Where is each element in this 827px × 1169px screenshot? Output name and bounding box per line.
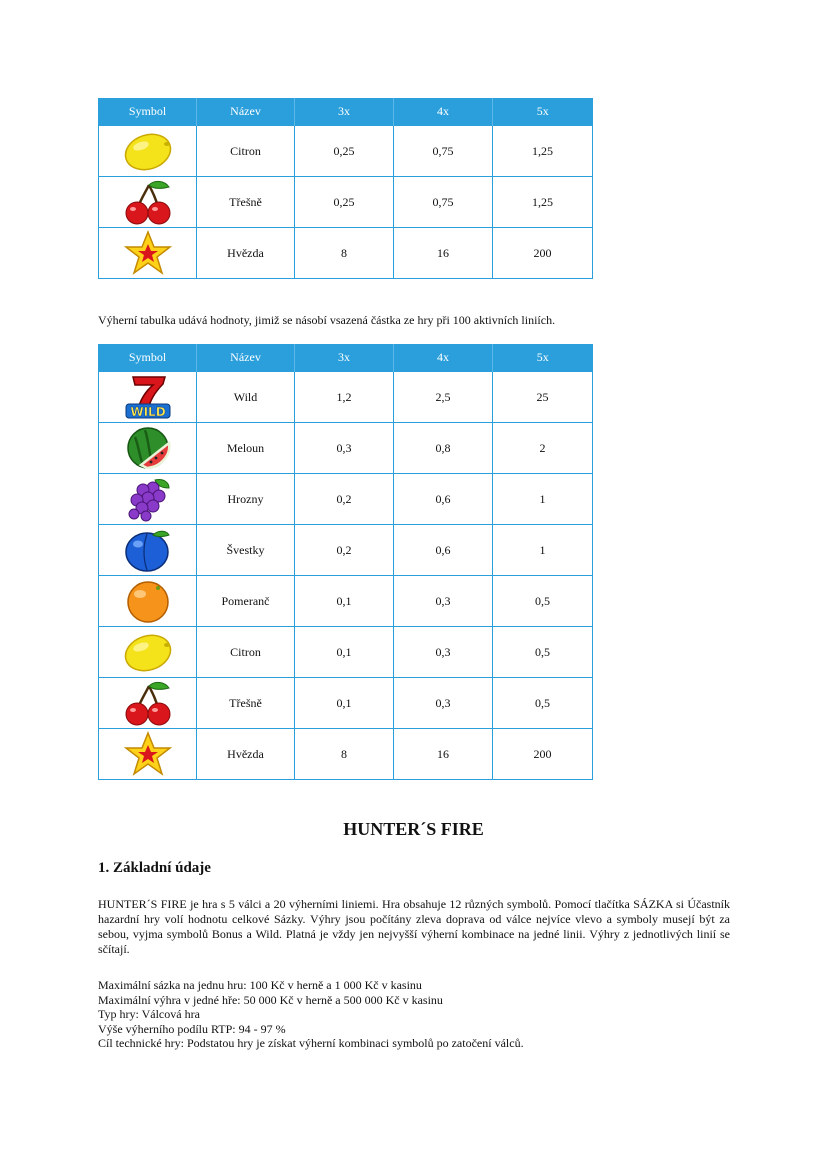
symbol-name: Třešně <box>197 678 295 729</box>
payout-4x: 0,3 <box>394 678 493 729</box>
fact-game-type: Typ hry: Válcová hra <box>98 1007 200 1021</box>
symbol-cell <box>99 126 197 177</box>
symbol-name: Hvězda <box>197 729 295 780</box>
symbol-cell <box>99 729 197 780</box>
table-row <box>99 678 593 729</box>
symbol-name: Pomeranč <box>197 576 295 627</box>
fact-max-win: Maximální výhra v jedné hře: 50 000 Kč v herně a 500 000 Kč v kasinu <box>98 992 443 1007</box>
symbol-cell <box>99 627 197 678</box>
symbol-name: Hvězda <box>197 228 295 279</box>
symbol-name: Meloun <box>197 423 295 474</box>
header-name: Název <box>197 344 295 372</box>
header-name: Název <box>197 98 295 126</box>
table-row <box>99 627 593 678</box>
star-icon <box>99 731 196 777</box>
paytable-main <box>98 344 593 780</box>
header-4x: 4x <box>394 98 493 126</box>
header-5x: 5x <box>493 344 593 372</box>
symbol-name: Citron <box>197 627 295 678</box>
fact-max-bet: Maximální sázka na jednu hru: 100 Kč v herně a 1 000 Kč v kasinu <box>98 978 422 992</box>
table-row <box>99 126 593 177</box>
table-row <box>99 474 593 525</box>
payout-4x: 0,6 <box>394 525 493 576</box>
symbol-name: Citron <box>197 126 295 177</box>
payout-4x: 0,8 <box>394 423 493 474</box>
table-row <box>99 177 593 228</box>
symbol-name: Třešně <box>197 177 295 228</box>
wild-seven-icon <box>99 374 196 420</box>
payout-3x: 8 <box>295 729 394 780</box>
payout-5x: 2 <box>493 423 593 474</box>
payout-3x: 0,25 <box>295 126 394 177</box>
payout-4x: 0,3 <box>394 576 493 627</box>
symbol-cell <box>99 576 197 627</box>
watermelon-icon <box>99 425 196 471</box>
payout-4x: 0,6 <box>394 474 493 525</box>
header-symbol: Symbol <box>99 344 197 372</box>
payout-4x: 2,5 <box>394 372 493 423</box>
symbol-name: Hrozny <box>197 474 295 525</box>
payout-3x: 0,1 <box>295 576 394 627</box>
fact-goal: Cíl technické hry: Podstatou hry je získat výherní kombinaci symbolů po zatočení válců. <box>98 1036 524 1050</box>
payout-5x: 0,5 <box>493 627 593 678</box>
payout-3x: 0,1 <box>295 678 394 729</box>
symbol-cell <box>99 678 197 729</box>
star-icon <box>99 230 196 276</box>
game-title: HUNTER´S FIRE <box>343 819 484 839</box>
lemon-icon <box>99 128 196 174</box>
payout-3x: 0,2 <box>295 525 394 576</box>
symbol-name: Wild <box>197 372 295 423</box>
symbol-cell <box>99 423 197 474</box>
table-row <box>99 372 593 423</box>
table-row <box>99 423 593 474</box>
header-symbol: Symbol <box>99 98 197 126</box>
paytable-note: Výherní tabulka udává hodnoty, jimiž se násobí vsazená částka ze hry při 100 aktivních liniích. <box>98 313 556 327</box>
header-3x: 3x <box>295 98 394 126</box>
intro-paragraph: HUNTER´S FIRE je hra s 5 válci a 20 výherními liniemi. Hra obsahuje 12 různých symbolů. Pomocí tlačítka SÁZKA si Účastník hazardní hry volí hodnotu celkové Sázky. Výhry jsou počítány zleva doprava od válce nejvíce vlevo a symboly musejí být za sebou, vyjma symbolů Bonus a Wild. Platná je vždy jen nejvyšší výherní kombinace na jedné linii. Výhry z jednotlivých linií se sčítají. <box>98 897 730 956</box>
paytable-top <box>98 98 593 279</box>
payout-5x: 200 <box>493 228 593 279</box>
symbol-cell <box>99 177 197 228</box>
symbol-name: Švestky <box>197 525 295 576</box>
payout-5x: 1,25 <box>493 177 593 228</box>
payout-3x: 1,2 <box>295 372 394 423</box>
table-header-row <box>99 98 593 126</box>
payout-4x: 16 <box>394 729 493 780</box>
plum-icon <box>99 527 196 573</box>
orange-icon <box>99 578 196 624</box>
cherry-icon <box>99 179 196 225</box>
symbol-cell <box>99 525 197 576</box>
header-5x: 5x <box>493 98 593 126</box>
payout-3x: 0,2 <box>295 474 394 525</box>
payout-4x: 16 <box>394 228 493 279</box>
payout-5x: 200 <box>493 729 593 780</box>
lemon-icon <box>99 629 196 675</box>
fact-rtp: Výše výherního podílu RTP: 94 - 97 % <box>98 1021 286 1036</box>
header-3x: 3x <box>295 344 394 372</box>
payout-4x: 0,75 <box>394 126 493 177</box>
symbol-cell <box>99 228 197 279</box>
section-heading: 1. Základní údaje <box>98 860 211 876</box>
wild-label: WILD <box>129 405 166 419</box>
payout-5x: 1 <box>493 525 593 576</box>
payout-4x: 0,75 <box>394 177 493 228</box>
payout-3x: 8 <box>295 228 394 279</box>
payout-5x: 25 <box>493 372 593 423</box>
payout-3x: 0,25 <box>295 177 394 228</box>
table-row <box>99 576 593 627</box>
payout-5x: 1,25 <box>493 126 593 177</box>
grapes-icon <box>99 476 196 522</box>
game-facts <box>98 978 524 1051</box>
payout-3x: 0,1 <box>295 627 394 678</box>
header-4x: 4x <box>394 344 493 372</box>
payout-5x: 1 <box>493 474 593 525</box>
payout-4x: 0,3 <box>394 627 493 678</box>
table-row <box>99 729 593 780</box>
table-header-row <box>99 344 593 372</box>
payout-5x: 0,5 <box>493 678 593 729</box>
cherry-icon <box>99 680 196 726</box>
table-row <box>99 228 593 279</box>
symbol-cell <box>99 474 197 525</box>
payout-3x: 0,3 <box>295 423 394 474</box>
payout-5x: 0,5 <box>493 576 593 627</box>
symbol-cell <box>99 372 197 423</box>
table-row <box>99 525 593 576</box>
